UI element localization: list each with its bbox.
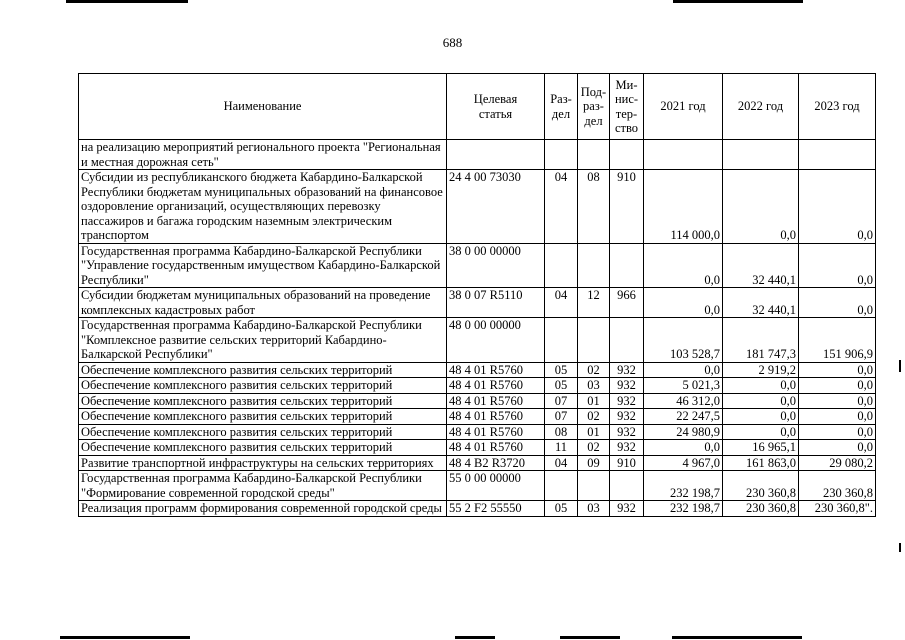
cell-section: 04 xyxy=(545,455,578,471)
cell-name: на реализацию мероприятий регионального проекта "Региональная и местная дорожная сеть" xyxy=(79,140,447,170)
cell-ministry: 910 xyxy=(610,170,644,244)
header-section-text: Раз- дел xyxy=(550,92,572,121)
cell-section xyxy=(545,140,578,170)
table-row xyxy=(79,140,876,170)
cell-y2021: 5 021,3 xyxy=(644,378,723,394)
table-row xyxy=(79,393,876,409)
cell-y2022: 16 965,1 xyxy=(723,440,799,456)
cell-y2021: 0,0 xyxy=(644,288,723,318)
table-row xyxy=(79,378,876,394)
cell-y2022: 0,0 xyxy=(723,409,799,425)
cell-section: 05 xyxy=(545,362,578,378)
cell-section: 04 xyxy=(545,288,578,318)
cell-ministry xyxy=(610,318,644,363)
cell-y2022: 0,0 xyxy=(723,378,799,394)
bottom-rule xyxy=(60,636,190,639)
cell-name: Обеспечение комплексного развития сельских территорий xyxy=(79,362,447,378)
cell-y2022: 0,0 xyxy=(723,393,799,409)
cell-section: 11 xyxy=(545,440,578,456)
cell-target xyxy=(447,140,545,170)
cell-y2021: 0,0 xyxy=(644,440,723,456)
table-row xyxy=(79,424,876,440)
cell-y2021: 22 247,5 xyxy=(644,409,723,425)
cell-target: 48 4 B2 R3720 xyxy=(447,455,545,471)
cell-ministry: 966 xyxy=(610,288,644,318)
cell-subsection: 09 xyxy=(578,455,610,471)
cell-y2023: 230 360,8 xyxy=(799,471,876,501)
cell-y2023: 0,0 xyxy=(799,440,876,456)
header-subsection xyxy=(578,74,610,140)
cell-name: Субсидии бюджетам муниципальных образований на проведение комплексных кадастровых работ xyxy=(79,288,447,318)
cell-subsection: 12 xyxy=(578,288,610,318)
cell-y2023 xyxy=(799,140,876,170)
cell-subsection xyxy=(578,471,610,501)
cell-target: 38 0 07 R5110 xyxy=(447,288,545,318)
cell-target: 48 4 01 R5760 xyxy=(447,393,545,409)
header-target-text: Целевая статья xyxy=(473,92,518,121)
cell-ministry: 932 xyxy=(610,424,644,440)
cell-y2022 xyxy=(723,140,799,170)
cell-subsection: 08 xyxy=(578,170,610,244)
cell-y2021: 24 980,9 xyxy=(644,424,723,440)
table-row xyxy=(79,318,876,363)
cell-target: 48 4 01 R5760 xyxy=(447,424,545,440)
cell-target: 55 2 F2 55550 xyxy=(447,501,545,517)
margin-mark xyxy=(899,543,901,552)
header-subsection-text: Под- раз- дел xyxy=(580,84,607,128)
table-header-row xyxy=(79,74,876,140)
header-2023-text: 2023 год xyxy=(814,99,860,114)
table-row xyxy=(79,170,876,244)
table-row xyxy=(79,501,876,517)
cell-y2022: 0,0 xyxy=(723,424,799,440)
cell-ministry xyxy=(610,471,644,501)
cell-name: Обеспечение комплексного развития сельских территорий xyxy=(79,393,447,409)
cell-ministry: 932 xyxy=(610,362,644,378)
cell-y2023: 0,0 xyxy=(799,243,876,288)
header-2023 xyxy=(799,74,876,140)
header-2022-text: 2022 год xyxy=(737,99,784,114)
budget-table xyxy=(78,73,876,517)
cell-ministry xyxy=(610,243,644,288)
cell-y2021 xyxy=(644,140,723,170)
table-row xyxy=(79,409,876,425)
top-rule-left xyxy=(66,0,188,3)
cell-section: 08 xyxy=(545,424,578,440)
cell-section: 05 xyxy=(545,501,578,517)
cell-y2023: 230 360,8". xyxy=(799,501,876,517)
header-2021 xyxy=(644,74,723,140)
cell-y2023: 0,0 xyxy=(799,409,876,425)
cell-y2021: 0,0 xyxy=(644,243,723,288)
cell-ministry: 932 xyxy=(610,501,644,517)
cell-y2023: 0,0 xyxy=(799,393,876,409)
table-row xyxy=(79,455,876,471)
cell-ministry: 932 xyxy=(610,440,644,456)
cell-name: Государственная программа Кабардино-Балкарской Республики "Управление государственным имуществом Кабардино-Балкарской Республики" xyxy=(79,243,447,288)
table-row xyxy=(79,288,876,318)
cell-y2022: 230 360,8 xyxy=(723,501,799,517)
cell-y2023: 0,0 xyxy=(799,424,876,440)
bottom-rule xyxy=(672,636,802,639)
header-name-text: Наименование xyxy=(223,99,302,114)
cell-subsection xyxy=(578,318,610,363)
cell-name: Обеспечение комплексного развития сельских территорий xyxy=(79,409,447,425)
header-ministry xyxy=(610,74,644,140)
cell-target: 48 4 01 R5760 xyxy=(447,440,545,456)
cell-y2022: 161 863,0 xyxy=(723,455,799,471)
cell-target: 55 0 00 00000 xyxy=(447,471,545,501)
cell-y2021: 0,0 xyxy=(644,362,723,378)
cell-y2023: 0,0 xyxy=(799,362,876,378)
cell-y2021: 46 312,0 xyxy=(644,393,723,409)
cell-name: Обеспечение комплексного развития сельских территорий xyxy=(79,440,447,456)
cell-target: 48 4 01 R5760 xyxy=(447,362,545,378)
cell-y2021: 232 198,7 xyxy=(644,501,723,517)
cell-subsection: 01 xyxy=(578,393,610,409)
cell-y2023: 0,0 xyxy=(799,288,876,318)
cell-y2022: 230 360,8 xyxy=(723,471,799,501)
cell-y2023: 29 080,2 xyxy=(799,455,876,471)
cell-name: Государственная программа Кабардино-Балкарской Республики "Комплексное развитие сельских территорий Кабардино-Балкарской Республики" xyxy=(79,318,447,363)
cell-section: 05 xyxy=(545,378,578,394)
page-number: 688 xyxy=(442,35,463,50)
cell-name: Обеспечение комплексного развития сельских территорий xyxy=(79,378,447,394)
header-section xyxy=(545,74,578,140)
table-row xyxy=(79,362,876,378)
cell-target: 48 4 01 R5760 xyxy=(447,409,545,425)
header-name xyxy=(79,74,447,140)
bottom-rule xyxy=(560,636,620,639)
margin-mark xyxy=(899,360,901,372)
cell-target: 38 0 00 00000 xyxy=(447,243,545,288)
cell-y2023: 0,0 xyxy=(799,378,876,394)
cell-section: 04 xyxy=(545,170,578,244)
cell-ministry: 932 xyxy=(610,393,644,409)
cell-name: Субсидии из республиканского бюджета Кабардино-Балкарской Республики бюджетам муниципальных образований на финансовое оздоровление организаций, осуществляющих перевозку пассажиров и багажа городским наземным электрическим транспортом xyxy=(79,170,447,244)
cell-y2023: 151 906,9 xyxy=(799,318,876,363)
cell-subsection xyxy=(578,140,610,170)
cell-subsection: 02 xyxy=(578,440,610,456)
cell-y2022: 32 440,1 xyxy=(723,243,799,288)
cell-name: Обеспечение комплексного развития сельских территорий xyxy=(79,424,447,440)
cell-y2023: 0,0 xyxy=(799,170,876,244)
header-target xyxy=(447,74,545,140)
cell-y2021: 103 528,7 xyxy=(644,318,723,363)
cell-section xyxy=(545,471,578,501)
cell-y2021: 232 198,7 xyxy=(644,471,723,501)
cell-ministry: 910 xyxy=(610,455,644,471)
cell-y2022: 2 919,2 xyxy=(723,362,799,378)
table-row xyxy=(79,243,876,288)
cell-subsection: 01 xyxy=(578,424,610,440)
cell-name: Государственная программа Кабардино-Балкарской Республики "Формирование современной городской среды" xyxy=(79,471,447,501)
table-row xyxy=(79,440,876,456)
cell-section: 07 xyxy=(545,393,578,409)
cell-name: Реализация программ формирования современной городской среды xyxy=(79,501,447,517)
header-2021-text: 2021 год xyxy=(660,99,706,114)
cell-subsection: 02 xyxy=(578,362,610,378)
cell-ministry xyxy=(610,140,644,170)
cell-y2022: 32 440,1 xyxy=(723,288,799,318)
cell-ministry: 932 xyxy=(610,409,644,425)
cell-y2021: 4 967,0 xyxy=(644,455,723,471)
header-2022 xyxy=(723,74,799,140)
cell-target: 48 4 01 R5760 xyxy=(447,378,545,394)
cell-y2021: 114 000,0 xyxy=(644,170,723,244)
bottom-rule xyxy=(455,636,495,639)
cell-section xyxy=(545,243,578,288)
top-rule-right xyxy=(673,0,803,3)
cell-y2022: 181 747,3 xyxy=(723,318,799,363)
cell-y2022: 0,0 xyxy=(723,170,799,244)
cell-section xyxy=(545,318,578,363)
table-row xyxy=(79,471,876,501)
cell-target: 48 0 00 00000 xyxy=(447,318,545,363)
cell-section: 07 xyxy=(545,409,578,425)
cell-subsection xyxy=(578,243,610,288)
cell-target: 24 4 00 73030 xyxy=(447,170,545,244)
cell-subsection: 03 xyxy=(578,501,610,517)
cell-ministry: 932 xyxy=(610,378,644,394)
cell-subsection: 02 xyxy=(578,409,610,425)
header-ministry-text: Ми- нис- тер- ство xyxy=(614,77,639,135)
cell-subsection: 03 xyxy=(578,378,610,394)
cell-name: Развитие транспортной инфраструктуры на сельских территориях xyxy=(79,455,447,471)
